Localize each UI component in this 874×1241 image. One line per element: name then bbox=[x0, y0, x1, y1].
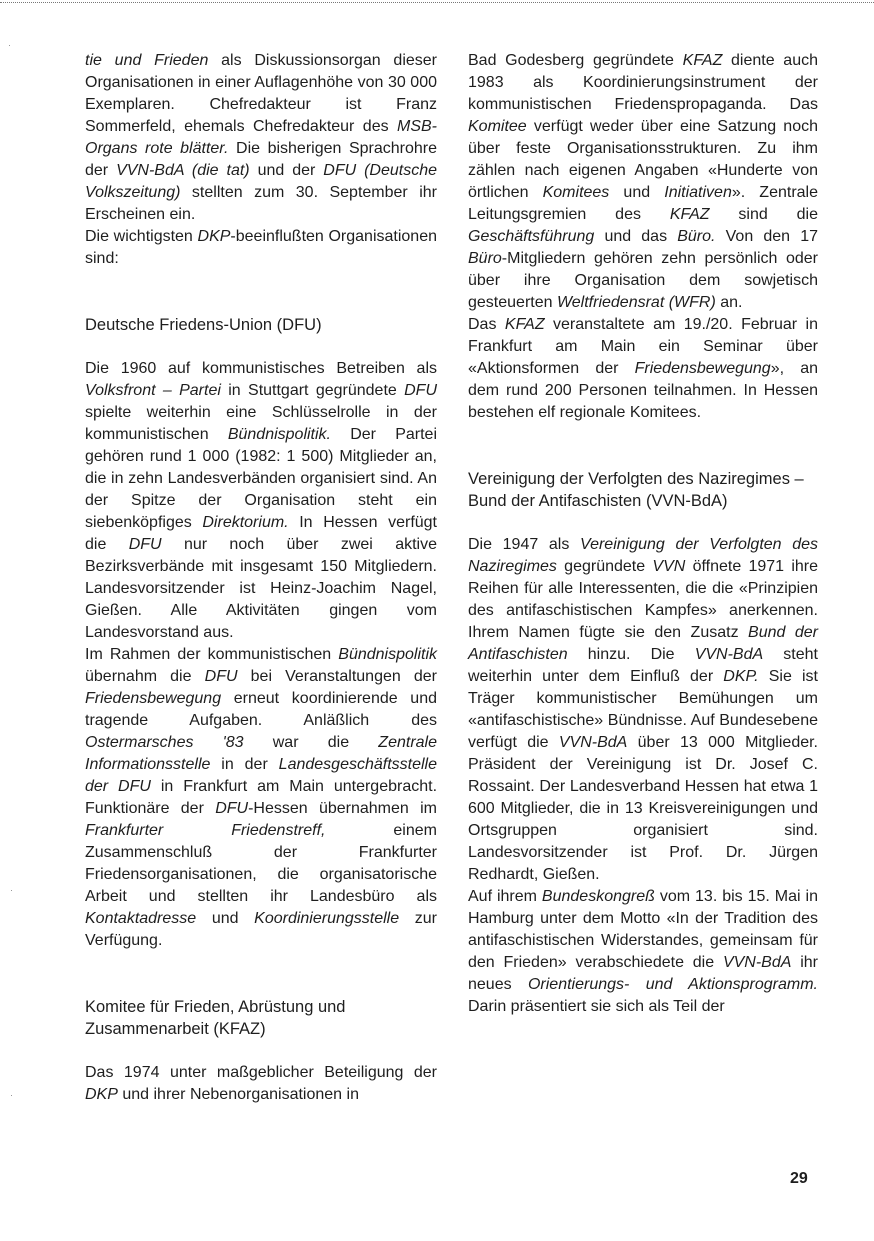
text-run: bei Veranstaltungen der bbox=[237, 668, 437, 685]
italic-text-run: VVN-BdA bbox=[558, 734, 628, 751]
italic-text-run: Weltfriedensrat (WFR) bbox=[556, 294, 716, 311]
text-run: in der bbox=[210, 756, 279, 773]
italic-text-run: DFU bbox=[404, 382, 437, 399]
italic-text-run: Komitees bbox=[542, 184, 610, 201]
italic-text-run: KFAZ bbox=[504, 316, 545, 333]
text-run: verfügt weder über eine Satzung noch über feste Organisationsstrukturen. Zu ihm zählen nach eigenen Angaben «Hunderte von örtlichen bbox=[468, 118, 818, 201]
section-heading-vvn: Vereinigung der Verfolgten des Naziregimes – Bund der Antifaschisten (VVN-BdA) bbox=[468, 470, 804, 510]
text-run: -Mitgliedern gehören zehn persönlich oder über ihre Organisation dem sowjetisch gesteuerten bbox=[468, 250, 818, 311]
dfu-paragraph-2 bbox=[85, 644, 437, 952]
text-run: Der Partei gehören rund 1 000 (1982: 1 500) Mitglieder an, die in zehn Landesverbänden organisiert sind. An der Spitze der Organisation steht ein siebenköpfiges bbox=[85, 426, 438, 531]
italic-text-run: Ostermarsches '83 bbox=[85, 734, 244, 751]
scan-speck: · bbox=[10, 1090, 13, 1100]
text-run: -beeinflußten Organisationen sind: bbox=[85, 228, 438, 267]
text-run: diente auch 1983 als Koordinierungsinstrument der kommunistischen Friedenspropaganda. Das bbox=[468, 52, 818, 113]
text-run: In Hessen verfügt die bbox=[85, 514, 438, 553]
text-run: übernahm die bbox=[85, 668, 205, 685]
italic-text-run: VVN-BdA bbox=[722, 954, 792, 971]
text-run: Darin präsentiert sie sich als Teil der bbox=[468, 998, 725, 1015]
right-column bbox=[468, 50, 818, 1018]
text-run: erneut koordinierende und tragende Aufgaben. Anläßlich des bbox=[85, 690, 437, 729]
text-run: Sie ist Träger kommunistischer Bemühungen um «antifaschistische» Bündnisse. Auf Bundesebene verfügt die bbox=[468, 668, 818, 751]
vvn-paragraph-2 bbox=[468, 886, 818, 1018]
scan-speck: · bbox=[8, 40, 11, 50]
italic-text-run: KFAZ bbox=[682, 52, 723, 69]
italic-text-run: DKP bbox=[197, 228, 231, 245]
text-run: Bad Godesberg gegründete bbox=[468, 52, 683, 69]
text-run: und das bbox=[594, 228, 678, 245]
scan-speck: · bbox=[10, 885, 13, 895]
text-run: Die 1960 auf kommunistisches Betreiben als bbox=[85, 360, 437, 377]
text-run: in Stuttgart gegründete bbox=[220, 382, 405, 399]
text-run: war die bbox=[243, 734, 379, 751]
italic-text-run: Büro bbox=[468, 250, 502, 267]
kfaz-paragraph-2 bbox=[468, 314, 818, 424]
italic-text-run: VVN-BdA (die tat) bbox=[116, 162, 250, 179]
italic-text-run: KFAZ bbox=[669, 206, 710, 223]
italic-text-run: Friedensbewegung bbox=[634, 360, 771, 377]
italic-text-run: Bund der Antifaschisten bbox=[468, 624, 819, 663]
italic-text-run: VVN-BdA bbox=[694, 646, 764, 663]
text-run: zur Verfügung. bbox=[85, 910, 437, 949]
text-run: steht weiterhin unter dem Einfluß der bbox=[468, 646, 818, 685]
top-edge-line bbox=[0, 2, 874, 3]
text-run: ». Zentrale Leitungsgremien des bbox=[468, 184, 819, 223]
text-run: als Diskussionsorgan dieser Organisationen in einer Auflagenhöhe von 30 000 Exemplaren. Chefredakteur ist Franz Sommerfeld, ehemals Chefredakteur des bbox=[85, 52, 438, 135]
text-run: sind die bbox=[709, 206, 818, 223]
text-run: spielte weiterhin eine Schlüsselrolle in der kommunistischen bbox=[85, 404, 437, 443]
section-heading-kfaz: Komitee für Frieden, Abrüstung und Zusammenarbeit (KFAZ) bbox=[85, 998, 346, 1038]
vvn-paragraph-1 bbox=[468, 534, 818, 886]
text-run: vom 13. bis 15. Mai in Hamburg unter dem Motto «In der Tradition des antifaschistischen Widerstandes, gemeinsam für den Frieden» verabschiedete die bbox=[468, 888, 818, 971]
text-run: und bbox=[196, 910, 255, 927]
left-column bbox=[85, 50, 437, 1106]
italic-text-run: DFU (Deutsche Volkszeitung) bbox=[85, 162, 438, 201]
text-run: Im Rahmen der kommunistischen bbox=[85, 646, 339, 663]
text-run: einem Zusammenschluß der Frankfurter Friedensorganisationen, die organisatorische Arbeit und stellten ihr Landesbüro als bbox=[85, 822, 437, 905]
text-run: Das bbox=[468, 316, 505, 333]
italic-text-run: DFU bbox=[215, 800, 249, 817]
text-run: Von den 17 bbox=[715, 228, 819, 245]
italic-text-run: Büro. bbox=[677, 228, 716, 245]
text-run: ihr neues bbox=[468, 954, 818, 993]
italic-text-run: DKP bbox=[85, 1086, 118, 1103]
text-run: gegründete bbox=[556, 558, 653, 575]
text-run: und ihrer Nebenorganisationen in bbox=[117, 1086, 359, 1103]
italic-text-run: Vereinigung der Verfolgten des Naziregimes bbox=[468, 536, 819, 575]
text-run: Auf ihrem bbox=[468, 888, 542, 905]
intro-list-lead bbox=[85, 226, 437, 270]
text-run: Die 1947 als bbox=[468, 536, 580, 553]
text-run: Das 1974 unter maßgeblicher Beteiligung der bbox=[85, 1064, 437, 1081]
text-run: Die wichtigsten bbox=[85, 228, 198, 245]
text-run: über 13 000 Mitglieder. Präsident der Vereinigung ist Dr. Josef C. Rossaint. Der Landesverband Hessen hat etwa 1 600 Mitglieder, die in 13 Kreisvereinigungen und Ortsgruppen organisiert sind. Landesvorsitzender ist Prof. Dr. Jürgen Redhardt, Gießen. bbox=[468, 734, 818, 883]
italic-text-run: Bundeskongreß bbox=[541, 888, 655, 905]
text-run: », an dem rund 200 Personen teilnahmen. In Hessen bestehen elf regionale Komitees. bbox=[468, 360, 818, 421]
italic-text-run: Bündnispolitik bbox=[338, 646, 437, 663]
italic-text-run: MSB-Organs rote blätter. bbox=[85, 118, 437, 157]
text-run: Die bisherigen Sprachrohre der bbox=[85, 140, 438, 179]
text-run: in Frankfurt am Main untergebracht. Funktionäre der bbox=[85, 778, 438, 817]
italic-text-run: Frankfurter Friedenstreff, bbox=[85, 822, 326, 839]
italic-text-run: DFU bbox=[204, 668, 238, 685]
text-run: hinzu. Die bbox=[567, 646, 695, 663]
text-run: veranstaltete am 19./20. Februar in Frankfurt am Main ein Seminar über «Aktionsformen der bbox=[468, 316, 818, 377]
section-heading-dfu: Deutsche Friedens-Union (DFU) bbox=[85, 316, 322, 334]
italic-text-run: Friedensbewegung bbox=[85, 690, 222, 707]
italic-text-run: Direktorium. bbox=[202, 514, 289, 531]
text-run: und bbox=[609, 184, 665, 201]
kfaz-paragraph-1-continued bbox=[468, 50, 818, 314]
text-run: und der bbox=[249, 162, 324, 179]
intro-paragraph bbox=[85, 50, 437, 226]
italic-text-run: Kontaktadresse bbox=[85, 910, 197, 927]
kfaz-paragraph-1 bbox=[85, 1062, 437, 1106]
italic-text-run: VVN bbox=[652, 558, 686, 575]
text-run: öffnete 1971 ihre Reihen für alle Interessenten, die die «Prinzipien des antifaschistischen Kampfes» anerkennen. Ihrem Namen fügte sie den Zusatz bbox=[468, 558, 818, 641]
italic-text-run: Bündnispolitik. bbox=[227, 426, 331, 443]
italic-text-run: Volksfront – Partei bbox=[85, 382, 221, 399]
italic-text-run: Geschäftsführung bbox=[468, 228, 595, 245]
italic-text-run: Komitee bbox=[468, 118, 527, 135]
italic-text-run: Orientierungs- und Aktionsprogramm. bbox=[527, 976, 818, 993]
page-number: 29 bbox=[790, 1170, 808, 1187]
italic-text-run: tie und Frieden bbox=[85, 52, 209, 69]
text-run: -Hessen übernahmen im bbox=[248, 800, 437, 817]
italic-text-run: Zentrale Informationsstelle bbox=[85, 734, 437, 773]
italic-text-run: DFU bbox=[128, 536, 162, 553]
italic-text-run: Koordinierungsstelle bbox=[254, 910, 400, 927]
text-run: stellten zum 30. September ihr Erscheinen ein. bbox=[85, 184, 437, 223]
text-run: an. bbox=[715, 294, 743, 311]
italic-text-run: DKP. bbox=[723, 668, 759, 685]
italic-text-run: Landesgeschäftsstelle der DFU bbox=[85, 756, 437, 795]
text-run: nur noch über zwei aktive Bezirksverbände mit insgesamt 150 Mitgliedern. Landesvorsitzender ist Heinz-Joachim Nagel, Gießen. Alle Aktivitäten gingen vom Landesvorstand aus. bbox=[85, 536, 437, 641]
dfu-paragraph-1 bbox=[85, 358, 437, 644]
italic-text-run: Initiativen bbox=[664, 184, 732, 201]
